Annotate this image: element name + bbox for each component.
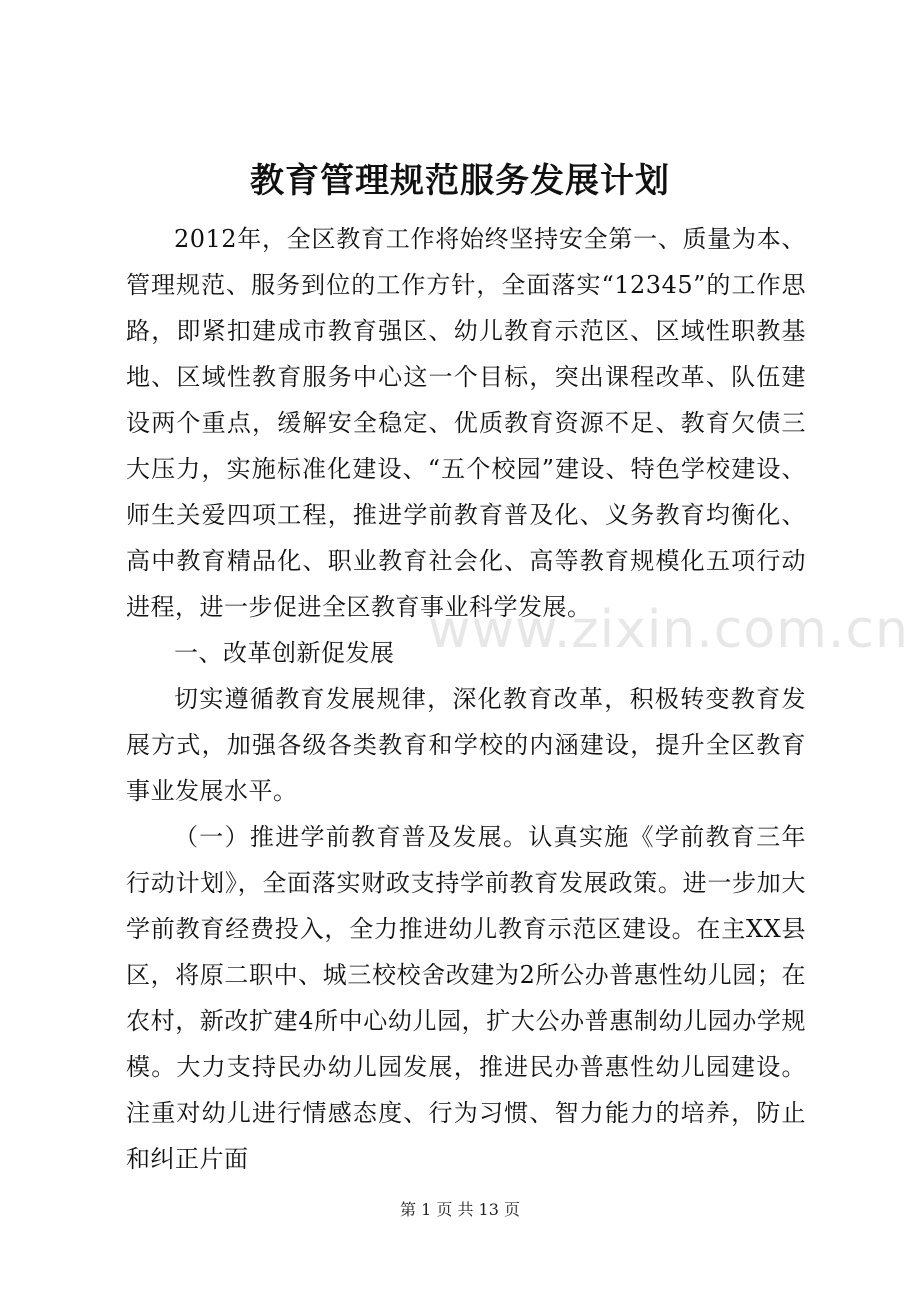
document-title: 教育管理规范服务发展计划 bbox=[250, 161, 670, 201]
section-heading-reform: 一、改革创新促发展 bbox=[174, 639, 395, 667]
paragraph-preschool: （一）推进学前教育普及发展。认真实施《学前教育三年行动计划》，全面落实财政支持学前教育发展政策。进一步加大学前教育经费投入，全力推进幼儿教育示范区建设。在主XX县区，将原二职中、城三校校舍改建为2所公办普惠性幼儿园；在农村，新改扩建4所中心幼儿园，扩大公办普惠制幼儿园办学规模。大力支持民办幼儿园发展，推进民办普惠性幼儿园建设。注重对幼儿进行情感态度、行为习惯、智力能力的培养，防止和纠正片面 bbox=[126, 823, 806, 1173]
document-body bbox=[126, 216, 806, 1182]
watermark-text: www.zixin.com.cn bbox=[428, 600, 909, 660]
paragraph-intro: 2012年，全区教育工作将始终坚持安全第一、质量为本、管理规范、服务到位的工作方针，全面落实“12345”的工作思路，即紧扣建成市教育强区、幼儿教育示范区、区域性职教基地、区域性教育服务中心这一个目标，突出课程改革、队伍建设两个重点，缓解安全稳定、优质教育资源不足、教育欠债三大压力，实施标准化建设、“五个校园”建设、特色学校建设、师生关爱四项工程，推进学前教育普及化、义务教育均衡化、高中教育精品化、职业教育社会化、高等教育规模化五项行动进程，进一步促进全区教育事业科学发展。 bbox=[126, 225, 806, 621]
paragraph-reform: 切实遵循教育发展规律，深化教育改革，积极转变教育发展方式，加强各级各类教育和学校的内涵建设，提升全区教育事业发展水平。 bbox=[126, 685, 806, 805]
page-footer: 第 1 页 共 13 页 bbox=[400, 1200, 520, 1219]
